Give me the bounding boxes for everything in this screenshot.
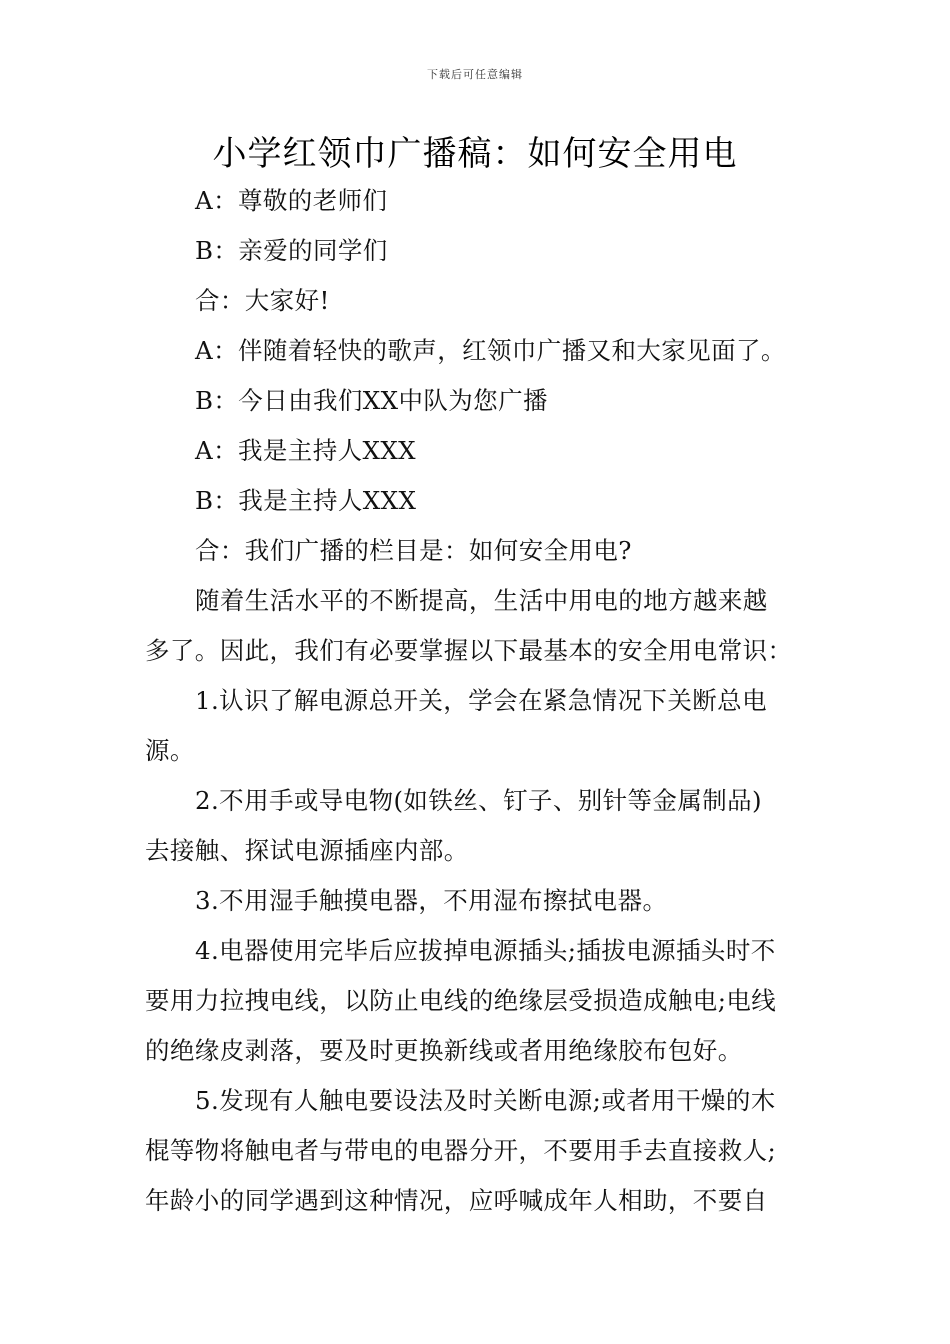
body-line: 随着生活水平的不断提高，生活中用电的地方越来越 — [195, 586, 768, 615]
document-title: 小学红领巾广播稿：如何安全用电 — [212, 134, 738, 174]
body-line: A：伴随着轻快的歌声，红领巾广播又和大家见面了。 — [195, 336, 786, 365]
body-line: 2.不用手或导电物(如铁丝、钉子、别针等金属制品) — [195, 786, 762, 815]
body-line: 合：我们广播的栏目是：如何安全用电? — [195, 536, 632, 565]
body-line: 去接触、探试电源插座内部。 — [145, 836, 469, 865]
body-line: 年龄小的同学遇到这种情况，应呼喊成年人相助，不要自 — [145, 1186, 768, 1215]
body-line: 要用力拉拽电线，以防止电线的绝缘层受损造成触电;电线 — [145, 986, 777, 1015]
document-body — [145, 176, 807, 1226]
body-line: 棍等物将触电者与带电的电器分开，不要用手去直接救人; — [145, 1136, 777, 1165]
body-line: 4.电器使用完毕后应拔掉电源插头;插拔电源插头时不 — [195, 936, 776, 965]
body-line: 3.不用湿手触摸电器，不用湿布擦拭电器。 — [195, 886, 668, 915]
body-line: B：今日由我们XX中队为您广播 — [195, 386, 548, 415]
body-line: 源。 — [145, 736, 195, 765]
body-line: 1.认识了解电源总开关，学会在紧急情况下关断总电 — [195, 686, 767, 715]
body-line: A：我是主持人XXX — [195, 436, 417, 465]
body-line: B：我是主持人XXX — [195, 486, 417, 515]
body-line: 的绝缘皮剥落，要及时更换新线或者用绝缘胶布包好。 — [145, 1036, 743, 1065]
body-line: B：亲爱的同学们 — [195, 236, 388, 265]
body-line: 5.发现有人触电要设法及时关断电源;或者用干燥的木 — [195, 1086, 776, 1115]
body-line: 合：大家好! — [195, 286, 330, 315]
body-line: 多了。因此，我们有必要掌握以下最基本的安全用电常识： — [145, 636, 793, 665]
body-line: A：尊敬的老师们 — [195, 186, 388, 215]
header-note: 下载后可任意编辑 — [427, 68, 523, 81]
